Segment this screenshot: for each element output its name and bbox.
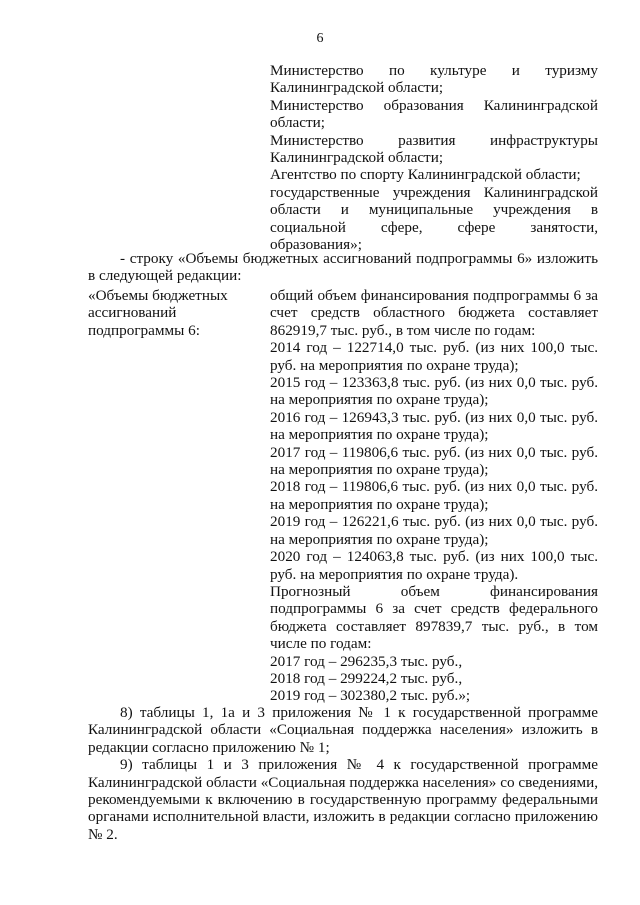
executors-list (270, 62, 598, 253)
budget-details-cell (270, 287, 598, 705)
paragraph-8: 8) таблицы 1, 1а и 3 приложения № 1 к государственной программе Калининградской области «Социальная поддержка населения» изложить в редакции согласно приложению № 1; (88, 704, 598, 756)
budget-line: 2017 год – 296235,3 тыс. руб., (270, 652, 463, 670)
budget-line: 2017 год – 119806,6 тыс. руб. (из них 0,0 тыс. руб. на мероприятия по охране труда); (270, 443, 598, 479)
budget-line: 2019 год – 302380,2 тыс. руб.»; (270, 687, 471, 705)
list-item: Министерство образования Калининградской области; (270, 96, 598, 132)
budget-label: «Объемы бюджетных ассигнований подпрограммы 6: (88, 287, 228, 339)
intro-block (88, 250, 598, 285)
budget-line: 2016 год – 126943,3 тыс. руб. (из них 0,0 тыс. руб. на мероприятия по охране труда); (270, 408, 598, 444)
budget-line: 2014 год – 122714,0 тыс. руб. (из них 100,0 тыс. руб. на мероприятия по охране труда); (270, 339, 598, 374)
amendment-paragraphs (88, 704, 598, 843)
budget-line: Прогнозный объем финансирования подпрограммы 6 за счет средств федерального бюджета составляет 897839,7 тыс. руб., в том числе по годам: (270, 582, 598, 653)
list-item: Министерство развития инфраструктуры Калининградской области; (270, 131, 598, 167)
list-item: Агентство по спорту Калининградской области; (270, 166, 581, 184)
budget-label-cell (88, 287, 258, 339)
budget-line: 2019 год – 126221,6 тыс. руб. (из них 0,0 тыс. руб. на мероприятия по охране труда); (270, 513, 598, 548)
list-item: Министерство по культуре и туризму Калининградской области; (270, 62, 598, 97)
intro-paragraph: - строку «Объемы бюджетных ассигнований подпрограммы 6» изложить в следующей редакции: (88, 250, 598, 285)
page-number: 6 (316, 31, 324, 46)
list-item: государственные учреждения Калининградской области и муниципальные учреждения в социальной сфере, сфере занятости, образования»; (270, 183, 598, 254)
budget-line: 2015 год – 123363,8 тыс. руб. (из них 0,0 тыс. руб. на мероприятия по охране труда); (270, 374, 598, 409)
budget-line: 2020 год – 124063,8 тыс. руб. (из них 100,0 тыс. руб. на мероприятия по охране труда). (270, 548, 598, 583)
paragraph-9: 9) таблицы 1 и 3 приложения № 4 к государственной программе Калининградской области «Социальная поддержка населения» со сведениями, рекомендуемыми к включению в государственную программу федеральными органами исполнительной власти, изложить в редакции согласно приложению № 2. (88, 756, 598, 843)
budget-line: общий объем финансирования подпрограммы 6 за счет средств областного бюджета составляет 862919,7 тыс. руб., в том числе по годам: (270, 287, 598, 339)
budget-line: 2018 год – 119806,6 тыс. руб. (из них 0,0 тыс. руб. на мероприятия по охране труда); (270, 478, 598, 513)
budget-line: 2018 год – 299224,2 тыс. руб., (270, 669, 463, 687)
